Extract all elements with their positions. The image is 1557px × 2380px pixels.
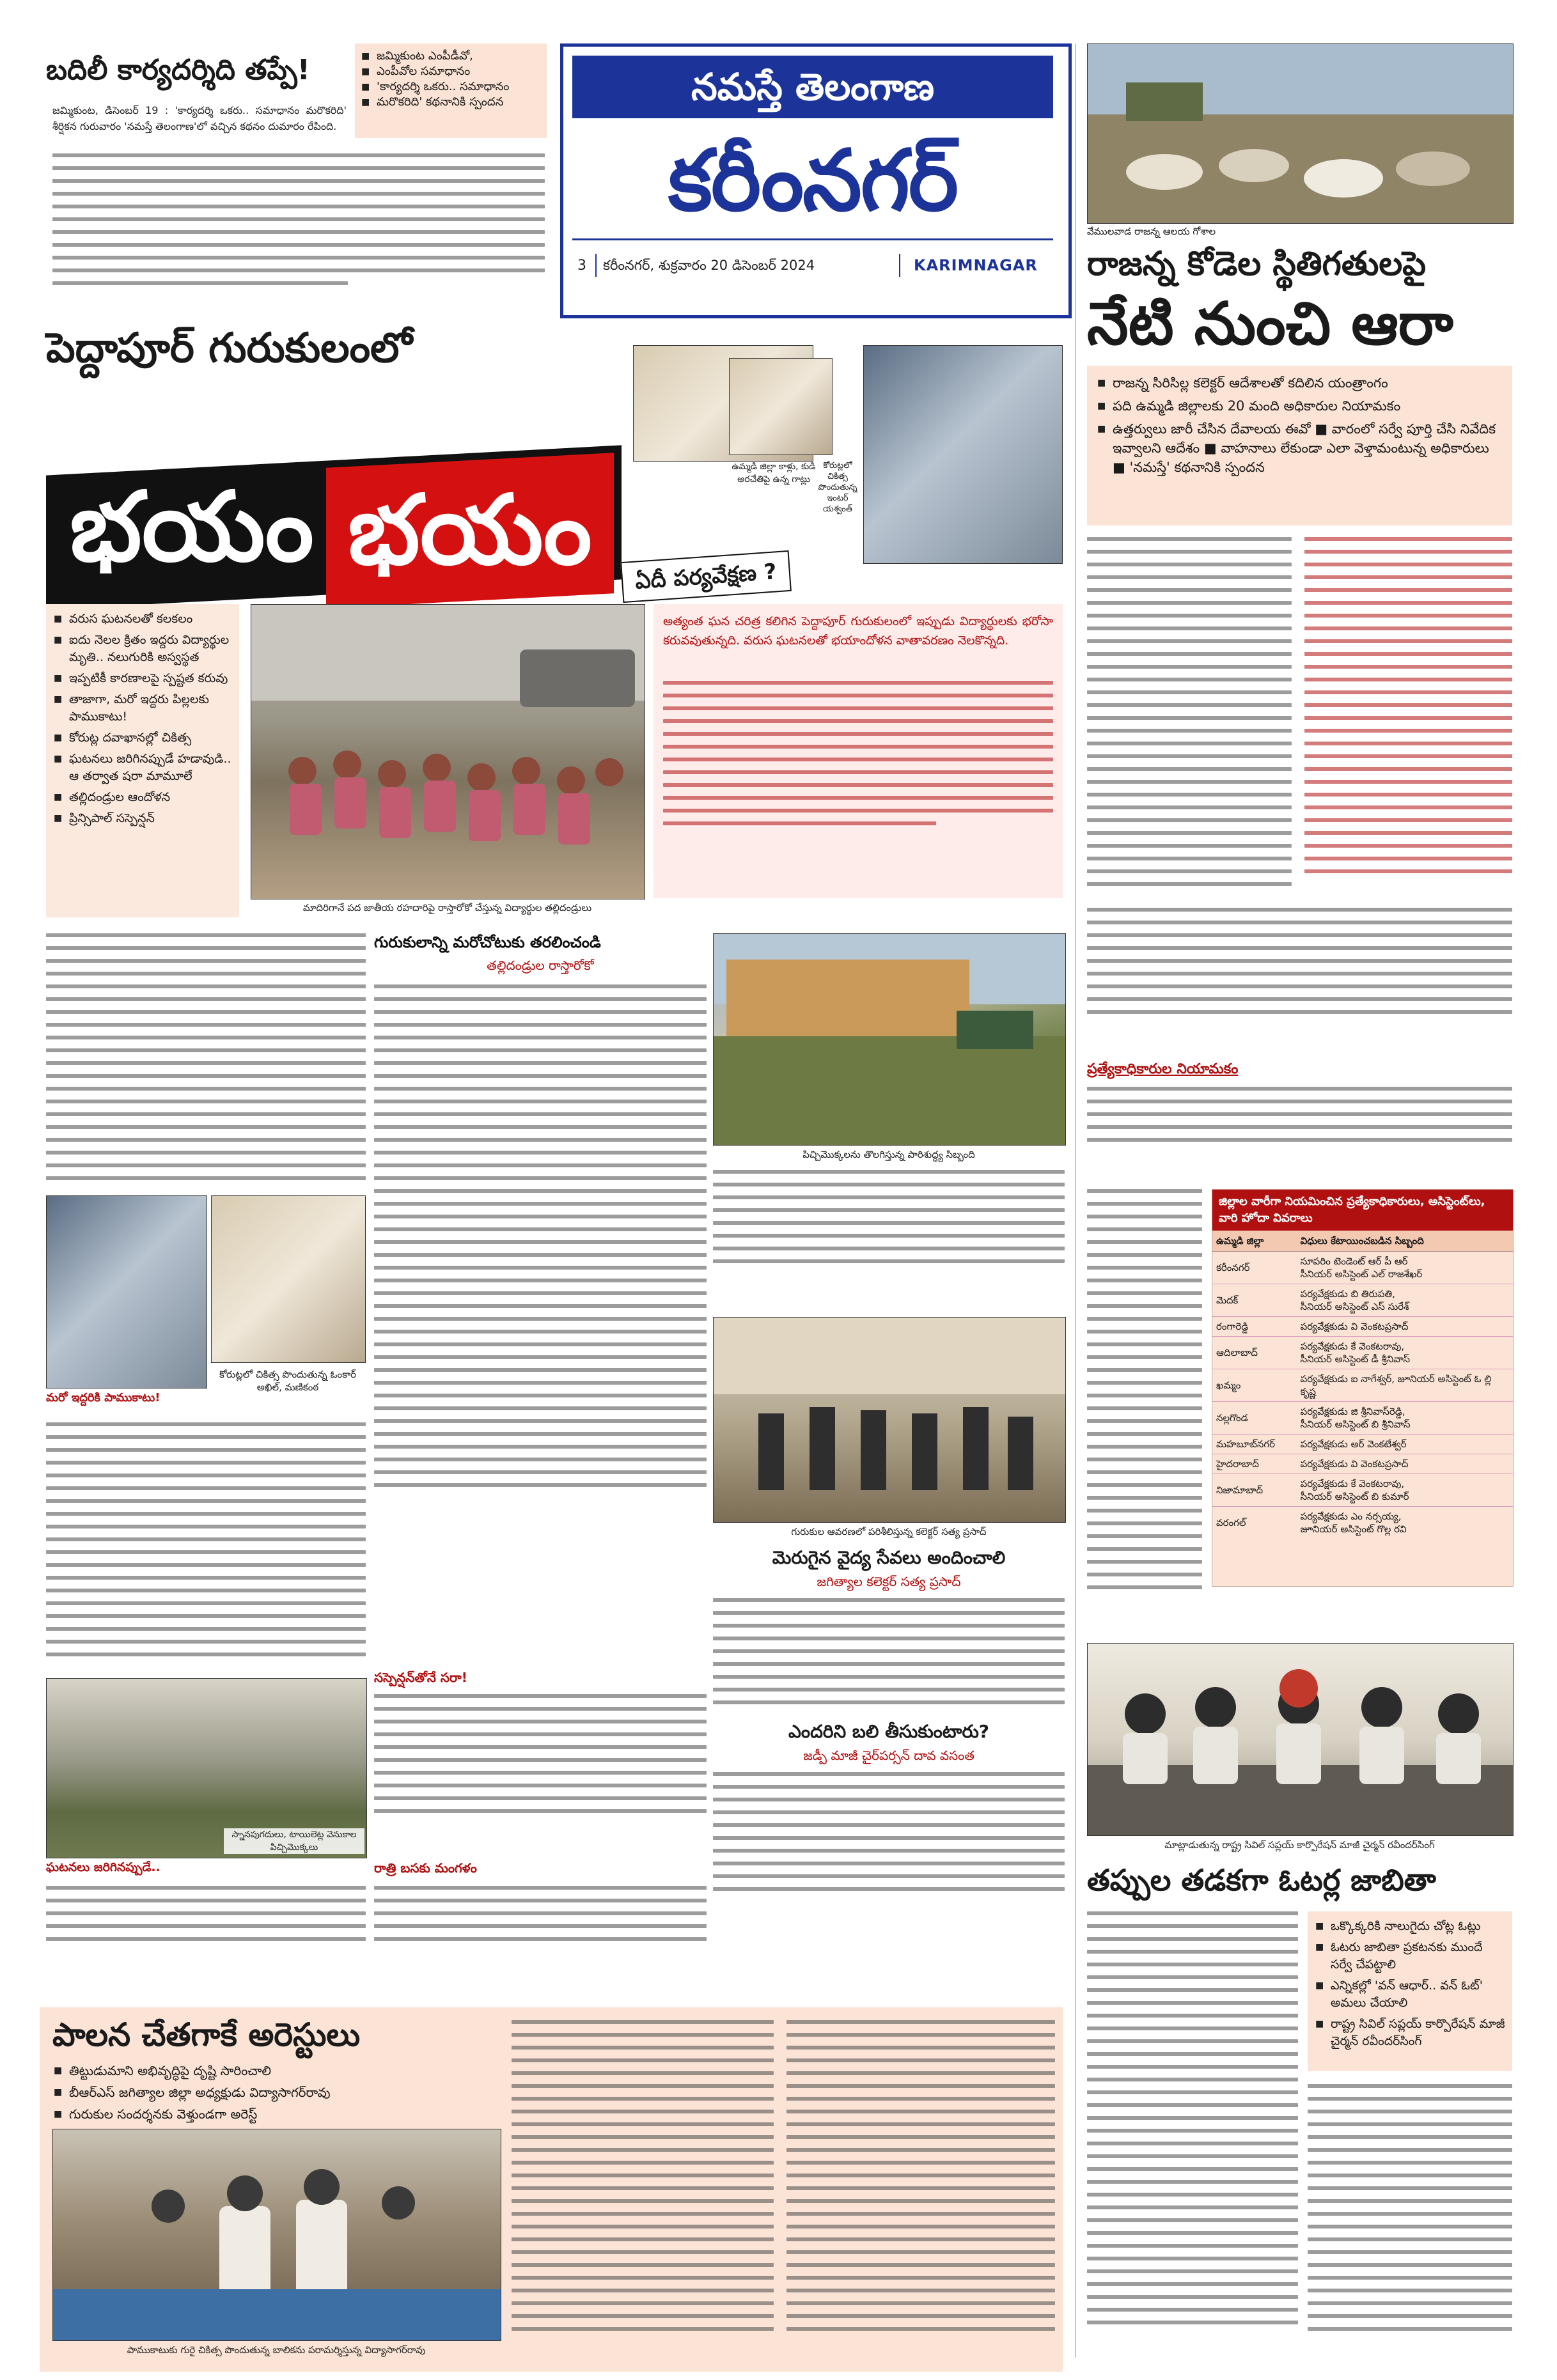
gurukulam-bullet: ■ ఇప్పటికీ కారణాలపై స్పష్టత కరువు <box>52 670 233 687</box>
gurukulam-red-text: అత్యంత ఘన చరిత్ర కలిగిన పెద్దాపూర్ గురుకులంలో ఇప్పుడు విద్యార్థులకు భరోసా కరువవుతున్నది. వరుస ఘటనలతో భయాందోళన వాతావరణం నెలకొన్నది. <box>663 614 1053 648</box>
temple-cattle-photo <box>1087 43 1514 224</box>
table-cell: రంగారెడ్డి <box>1212 1317 1297 1337</box>
table-cell <box>1297 1454 1513 1474</box>
table-cell <box>1297 1435 1513 1454</box>
table-cell-line: సీనియర్ అసిస్టెంట్ బి కుమార్ <box>1300 1491 1409 1502</box>
snakebite-kicker: మరో ఇద్దరికి పాముకాటు! <box>46 1391 160 1404</box>
table-row <box>1212 1474 1513 1507</box>
story-transfer-headline: బదిలీ కార్యదర్శిది తప్పే! <box>46 54 310 86</box>
arrests-body-col2 <box>786 2020 1055 2340</box>
table-cell <box>1297 1402 1513 1435</box>
gurukulam-red-lines <box>663 681 1053 834</box>
snakebite-caption: కోరుట్లలో చికిత్స పొందుతున్న ఓంకార్ అఖిల్, మణికంఠ <box>219 1369 356 1393</box>
gurukulam-bullet: ■ కోరుట్ల దవాఖానల్లో చికిత్స <box>52 729 233 747</box>
temple-body-col3 <box>1087 1189 1202 1598</box>
ruins-caption: స్నానపుగదులు, టాయిలెట్ల వెనుకాల పిచ్చిమొక్కలు <box>224 1828 364 1854</box>
voters-bullet: ■ ఒక్కొక్కరికి నాలుగైదు చోట్ల ఓట్లు <box>1314 1918 1506 1935</box>
edition-label: KARIMNAGAR <box>914 256 1038 274</box>
section2-sub: తల్లిదండ్రుల రాస్తారోకో <box>487 958 594 973</box>
table-cell-line: జూనియర్ అసిస్టెంట్ గొల్ల రవి <box>1300 1523 1407 1535</box>
table-cell-line: పర్యవేక్షకుడు అర్ వెంకటేశ్వర్ <box>1300 1438 1407 1450</box>
voters-photo <box>1087 1643 1514 1836</box>
table-row <box>1212 1284 1513 1317</box>
table-row <box>1212 1507 1513 1539</box>
temple-headline-2: నేటి నుంచి ఆరా <box>1087 290 1453 358</box>
page-number: 3 <box>577 258 586 274</box>
section2-body3 <box>374 1886 707 1950</box>
table-row <box>1212 1454 1513 1474</box>
gurukulam-bullet: ■ వరుస ఘటనలతో కలకలం <box>52 611 233 628</box>
snakebite-photo <box>211 1195 366 1363</box>
table-cell <box>1297 1317 1513 1337</box>
table-cell: ఖమ్మం <box>1212 1369 1297 1402</box>
table-cell: వరంగల్ <box>1216 1517 1246 1528</box>
officers-table-box <box>1212 1189 1514 1587</box>
temple-subhead-special: ప్రత్యేకాధికారుల నియామకం <box>1087 1061 1239 1077</box>
temple-bullets-box <box>1087 366 1512 525</box>
table-cell: నల్లగొండ <box>1212 1402 1297 1435</box>
table-cell <box>1297 1337 1513 1369</box>
table-cell-line: పర్యవేక్షకుడు ఎం నర్సయ్య, <box>1300 1511 1402 1522</box>
collector-illustration <box>714 1318 1065 1522</box>
temple-body-col1 <box>1087 537 1292 895</box>
table-cell-line: సీనియర్ అసిస్టెంట్ ఎల్ రాజశేఖర్ <box>1300 1268 1423 1280</box>
table-cell-line: పర్యవేక్షకుడు వి వెంకటప్రసాద్ <box>1300 1321 1409 1332</box>
wound-photo-caption: ఉమ్మడి జిల్లా కాళ్లు, కుడి అరచేతిపై ఉన్న గాట్లు <box>732 462 816 485</box>
table-cell: మహబూబ్‌నగర్ <box>1212 1435 1297 1454</box>
story-transfer-bullets-box <box>355 43 547 138</box>
section2-body2 <box>374 1694 707 1822</box>
section3-body <box>713 1598 1065 1713</box>
table-row <box>1212 1369 1513 1402</box>
hospital-photo-caption: కోరుట్లలో చికిత్స పొందుతున్న ఇంటర్ యశ్వంత్ <box>818 461 857 514</box>
temple-bullet: ■ పది ఉమ్మడి జిల్లాలకు 20 మంది అధికారుల నియామకం <box>1096 396 1503 416</box>
officers-table <box>1212 1231 1513 1539</box>
gurukulam-body-left2 <box>46 1422 366 1665</box>
table-cell <box>1297 1474 1513 1507</box>
voters-headline: తప్పుల తడకగా ఓటర్ల జాబితా <box>1087 1863 1436 1897</box>
hospital-photo-boy <box>46 1195 207 1388</box>
table-row <box>1212 1252 1513 1284</box>
table-cell: ఆదిలాబాద్ <box>1212 1337 1297 1369</box>
arrests-photo-caption: పాముకాటుకు గురై చికిత్స పొందుతున్న బాలికను పరామర్శిస్తున్న విద్యాసాగర్‌రావు <box>127 2344 426 2356</box>
story-transfer-bullet: ■ 'కార్యదర్శి ఒకరు.. సమాధానం <box>360 79 542 95</box>
table-row <box>1212 1402 1513 1435</box>
school-photo <box>713 933 1066 1146</box>
story-transfer-lead: జమ్మికుంట, డిసెంబర్ 19 : 'కార్యదర్శి ఒకరు.. సమాధానం మరొకరిది' శీర్షికన గురువారం 'నమస్తే తెలంగాణ'లో వచ్చిన కథనం దుమారం రేపింది. <box>52 104 347 132</box>
gurukulam-bullets-box <box>46 604 239 917</box>
school-photo-caption: పిచ్చిమొక్కలను తొలగిస్తున్న పారిశుద్ధ్య సిబ్బంది <box>802 1149 975 1160</box>
gurukulam-headline-word1: భయం <box>70 472 314 583</box>
temple-headline-1: రాజన్న కోడెల స్థితిగతులపై <box>1087 245 1427 283</box>
collector-photo-caption: గురుకుల ఆవరణలో పరిశీలిస్తున్న కలెక్టర్ సత్య ప్రసాద్ <box>791 1526 987 1537</box>
table-cell-line: సూపరిం టెండెంట్ ఆర్ పీ ఆర్ <box>1300 1256 1408 1267</box>
voters-bullet: ■ రాష్ట్ర సివిల్ సప్లయ్‌ కార్పొరేషన్ మాజీ చైర్మన్ రవీందర్‌సింగ్ <box>1314 2016 1506 2050</box>
table-cell-line: పర్యవేక్షకుడు ఐ నాగేశ్వర్, జూనియర్ అసిస్టెంట్ ఓ ల్లి కృష్ణ <box>1300 1373 1492 1397</box>
table-cell: కరీంనగర్ <box>1212 1252 1297 1284</box>
masthead <box>560 43 1072 318</box>
gurukulam-bullet: ■ తల్లిదండ్రుల ఆందోళన <box>52 789 233 806</box>
temple-photo-caption: వేములవాడ రాజన్న ఆలయ గోశాల <box>1087 226 1216 237</box>
section4-headline: ఎందరిని బలి తీసుకుంటారు? <box>788 1721 990 1742</box>
gurukulam-subhead: ఏదీ పర్యవేక్షణ ? <box>620 550 792 603</box>
gurukulam-bullet: ■ ఘటనలు జరిగినప్పుడే హడావుడి.. ఆ తర్వాత షరా మామూలే <box>52 751 233 785</box>
dateline: కరీంనగర్, శుక్రవారం 20 డిసెంబర్ 2024 <box>603 258 815 273</box>
tag-night-stay: రాత్రి బసకు మంగళం <box>374 1860 477 1876</box>
table-cell-line: పర్యవేక్షకుడు వి వెంకటప్రసాద్ <box>1300 1458 1409 1470</box>
gurukulam-bullet: ■ తాజాగా, మరో ఇద్దరు పిల్లలకు పాముకాటు! <box>52 691 233 726</box>
voters-body-col1 <box>1087 1911 1298 2333</box>
masthead-city: కరీంనగర్ <box>668 132 957 230</box>
table-header: ఉమ్మడి జిల్లా <box>1212 1231 1297 1252</box>
gurukulam-body-left <box>46 933 366 1189</box>
gurukulam-headline-word2: భయం <box>348 475 592 586</box>
officers-table-title: జిల్లాల వారీగా నియమించిన ప్రత్యేకాధికారులు, అసిస్టెంట్‌లు, వారి హోదా వివరాలు <box>1212 1190 1513 1231</box>
story-transfer-bullet: ■ ఎంపీవోల సమాధానం <box>360 64 542 79</box>
table-row <box>1212 1317 1513 1337</box>
cattle-illustration <box>1088 44 1513 223</box>
temple-bullet: ■ ఉత్తర్వులు జారీ చేసిన దేవాలయ ఈవో ■ వారంలో సర్వే పూర్తి చేసి నివేదిక ఇవ్వాలని ఆదేశం ■ వాహనాలు లేకుండా ఎలా వెళ్తామంటున్న అధికారులు ■ 'నమస్తే' కథనానికి స్పందన <box>1096 419 1503 477</box>
table-cell-line: సీనియర్ అసిస్టెంట్ డీ శ్రీనివాస్ <box>1300 1353 1411 1365</box>
tag-suspension: సస్పెన్షన్‌తోనే సరా! <box>374 1670 467 1685</box>
table-cell-line: పర్యవేక్షకుడు జి శ్రీనివాస్‌రెడ్డి, <box>1300 1406 1405 1417</box>
protest-illustration <box>251 605 645 899</box>
table-cell: హైదరాబాద్ <box>1212 1454 1297 1474</box>
school-illustration <box>714 934 1065 1145</box>
ruins-kicker: ఘటనలు జరిగినప్పుడే.. <box>46 1860 160 1874</box>
table-cell <box>1297 1507 1513 1539</box>
table-cell: నిజామాబాద్ <box>1212 1474 1297 1507</box>
wound-photo-2 <box>729 358 833 455</box>
table-cell <box>1297 1369 1513 1402</box>
masthead-brand: నమస్తే తెలంగాణ <box>691 65 934 109</box>
section4-body <box>713 1772 1065 1900</box>
section3-headline: మెరుగైన వైద్య సేవలు అందించాలి <box>772 1547 1006 1568</box>
table-cell <box>1297 1252 1513 1284</box>
collector-photo <box>713 1317 1066 1523</box>
story-transfer-body <box>52 153 545 294</box>
table-row <box>1212 1337 1513 1369</box>
masthead-divider <box>572 238 1053 240</box>
voters-bullet: ■ ఎన్నికల్లో 'వన్ ఆధార్.. వన్ ఓట్' అమలు చేయాలి <box>1314 1977 1506 2012</box>
press-meet-illustration <box>1088 1644 1513 1835</box>
section2-body <box>374 984 707 1496</box>
table-cell-line: పర్యవేక్షకుడు కే వెంకటరావు, <box>1300 1478 1405 1489</box>
table-cell <box>1297 1284 1513 1317</box>
protest-photo <box>251 604 645 899</box>
temple-bullet: ■ రాజన్న సిరిసిల్ల కలెక్టర్ ఆదేశాలతో కదిలిన యంత్రాంగం <box>1096 373 1503 393</box>
hospital-photo-top <box>863 345 1063 564</box>
temple-body-full <box>1087 908 1512 1023</box>
section3-pre-body <box>713 1170 1065 1272</box>
voters-photo-caption: మాట్లాడుతున్న రాష్ట్ర సివిల్ సప్లయ్‌ కార్పొరేషన్ మాజీ చైర్మన్ రవీందర్‌సింగ్ <box>1164 1839 1435 1851</box>
arrests-bullet: ■ బీఆర్ఎస్ జగిత్యాల జిల్లా అధ్యక్షుడు విద్యాసాగర్‌రావు <box>52 2083 500 2101</box>
story-transfer-bullet: ■ జమ్మికుంట ఎంపీడీవో, <box>360 49 542 64</box>
table-cell-line: సీనియర్ అసిస్టెంట్ ఎస్ సురేశ్ <box>1300 1301 1409 1312</box>
arrests-bullet: ■ తిట్టుడుమాని అభివృద్ధిపై దృష్టి సారించాలి <box>52 2062 500 2080</box>
arrests-illustration <box>53 2129 501 2340</box>
gurukulam-red-box <box>653 604 1063 898</box>
temple-body-col2-red <box>1304 537 1512 882</box>
table-header: విధులు కేటాయించబడిన సిబ్బంది <box>1297 1231 1513 1252</box>
gurukulam-kicker: పెద్దాపూర్ గురుకులంలో <box>46 325 412 372</box>
gurukulam-bullet: ■ ప్రిన్సిపాల్ సస్పెన్షన్ <box>52 810 233 827</box>
arrests-photo <box>52 2129 501 2341</box>
arrests-headline: పాలన చేతగాకే అరెస్టులు <box>52 2016 361 2053</box>
temple-body-full2 <box>1087 1087 1512 1151</box>
section2-headline: గురుకులాన్ని మరోచోటుకు తరలించండి <box>374 933 601 951</box>
gurukulam-body-left3 <box>46 1886 366 1950</box>
story-transfer-bullet: ■ మరొకరిది' కథనానికి స్పందన <box>360 95 542 110</box>
arrests-bullet: ■ గురుకుల సందర్శనకు వెళ్తుండగా అరెస్ట్ <box>52 2105 500 2123</box>
gurukulam-bullet: ■ ఐదు నెలల క్రితం ఇద్దరు విద్యార్థుల మృతి.. నలుగురికి అస్వస్థత <box>52 632 233 666</box>
section3-sub: జగిత్యాల కలెక్టర్ సత్య ప్రసాద్ <box>817 1574 961 1589</box>
voters-bullet: ■ ఓటరు జాబితా ప్రకటనకు ముందే సర్వే చేపట్టాలి <box>1314 1939 1506 1973</box>
arrests-bullets <box>52 2062 500 2127</box>
arrests-body-col1 <box>512 2020 774 2340</box>
table-cell-line: పర్యవేక్షకుడు బి తిరుపతి, <box>1300 1288 1395 1300</box>
table-cell: మెదక్ <box>1212 1284 1297 1317</box>
voters-bullets-box <box>1308 1911 1512 2071</box>
protest-photo-caption: మాదిరిగానే పద జాతీయ రహదారిపై రాస్తారోకో చేస్తున్న విద్యార్థుల తల్లిదండ్రులు <box>302 902 592 914</box>
section4-sub: జడ్పీ మాజీ చైర్‌పర్సన్ దావ వసంత <box>803 1748 974 1763</box>
table-cell-line: పర్యవేక్షకుడు కే వెంకటరావు, <box>1300 1341 1405 1352</box>
table-row <box>1212 1435 1513 1454</box>
voters-body-col2 <box>1308 2084 1512 2340</box>
table-cell-line: సీనియర్ అసిస్టెంట్ బి శ్రీనివాస్ <box>1300 1419 1411 1430</box>
